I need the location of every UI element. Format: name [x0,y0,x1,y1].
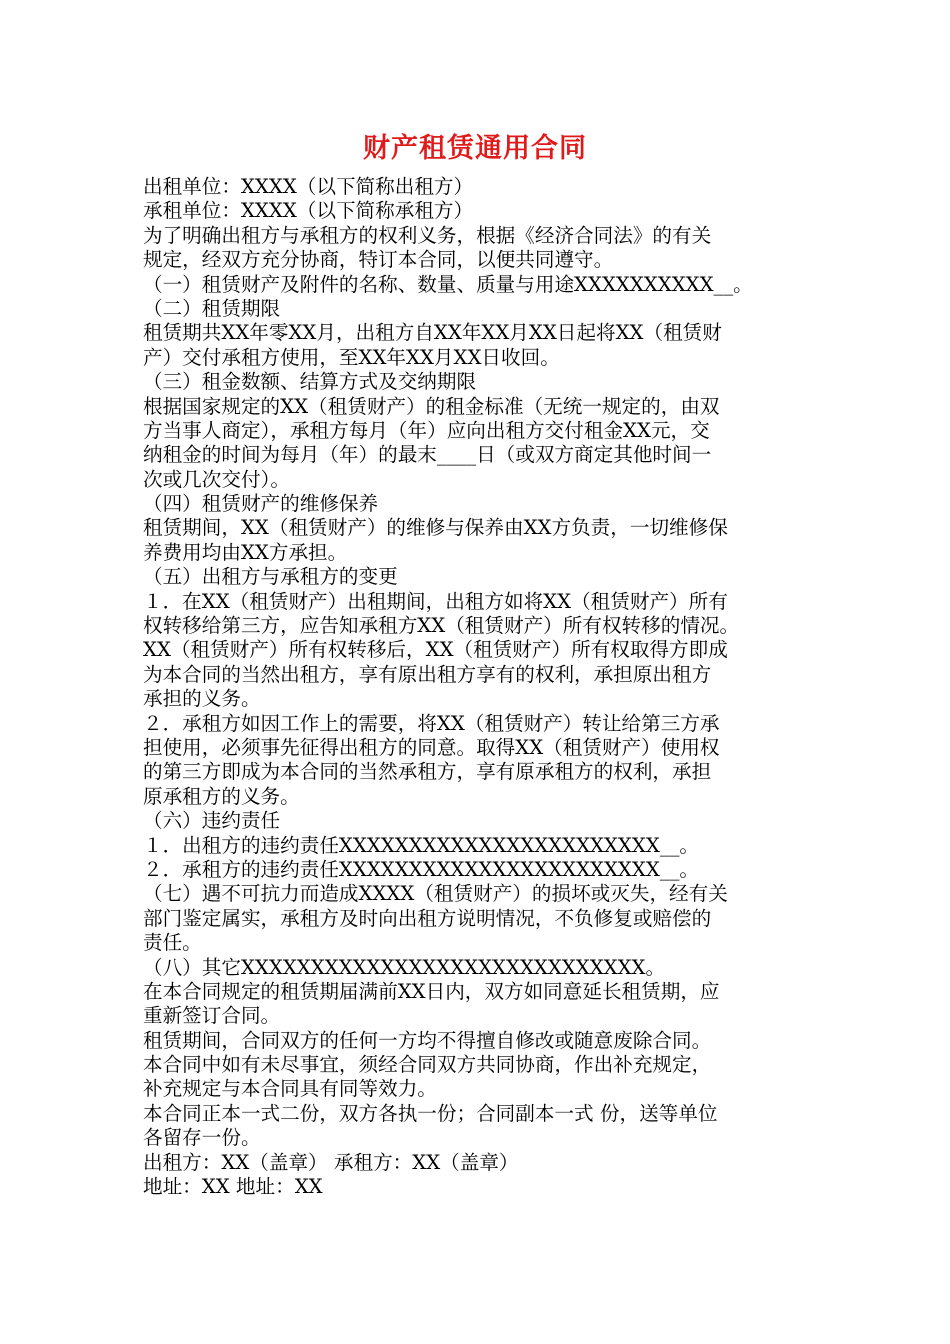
body-line: 担使用，必须事先征得出租方的同意。取得XX（租赁财产）使用权 [143,735,720,759]
body-line: （四）租赁财产的维修保养 [143,492,379,516]
body-line: XX（租赁财产）所有权转移后，XX（租赁财产）所有权取得方即成 [143,638,728,662]
body-line: （二）租赁期限 [143,296,281,320]
body-line: 的第三方即成为本合同的当然承租方，享有原承租方的权利，承担 [143,760,712,784]
body-line: 在本合同规定的租赁期届满前XX日内，双方如同意延长租赁期，应 [143,979,720,1003]
document-title: 财产租赁通用合同 [363,133,587,164]
body-line: 承担的义务。 [143,687,261,711]
body-line: 养费用均由XX方承担。 [143,540,348,564]
body-line: 纳租金的时间为每月（年）的最末____日（或双方商定其他时间一 [143,443,712,467]
body-line: （七）遇不可抗力而造成XXXX（租赁财产）的损坏或灭失，经有关 [143,882,728,906]
body-line: 方当事人商定），承租方每月（年）应向出租方交付租金XX元，交 [143,418,710,442]
body-line: 根据国家规定的XX（租赁财产）的租金标准（无统一规定的，由双 [143,394,720,418]
body-line: 地址：XX 地址：XX [143,1175,323,1199]
body-line: 部门鉴定属实，承租方及时向出租方说明情况，不负修复或赔偿的 [143,906,712,930]
body-line: 为本合同的当然出租方，享有原出租方享有的权利，承担原出租方 [143,662,712,686]
body-line: 重新签订合同。 [143,1004,281,1028]
body-line: 租赁期间，XX（租赁财产）的维修与保养由XX方负责，一切维修保 [143,516,728,540]
body-line: 租赁期共XX年零XX月，出租方自XX年XX月XX日起将XX（租赁财 [143,321,722,345]
body-line: 出租方：XX（盖章） 承租方：XX（盖章） [143,1150,519,1174]
body-line: 原承租方的义务。 [143,784,300,808]
body-line: 产）交付承租方使用，至XX年XX月XX日收回。 [143,345,560,369]
body-line: （一）租赁财产及附件的名称、数量、质量与用途XXXXXXXXXX__。 [143,272,753,296]
body-line: 租赁期间，合同双方的任何一方均不得擅自修改或随意废除合同。 [143,1028,712,1052]
body-line: 责任。 [143,931,202,955]
contract-body [143,175,815,1199]
body-line: 规定，经双方充分协商，特订本合同，以便共同遵守。 [143,248,614,272]
body-line: ２．承租方如因工作上的需要，将XX（租赁财产）转让给第三方承 [143,711,720,735]
body-line: （五）出租方与承租方的变更 [143,565,398,589]
body-line: （八）其它XXXXXXXXXXXXXXXXXXXXXXXXXXXXX。 [143,955,666,979]
body-line: １．出租方的违约责任XXXXXXXXXXXXXXXXXXXXXXX__。 [143,833,699,857]
body-line: 本合同正本一式二份，双方各执一份；合同副本一式 份，送等单位 [143,1101,718,1125]
body-line: 出租单位：XXXX（以下简称出租方） [143,175,474,198]
body-line: （六）违约责任 [143,809,281,833]
body-line: 各留存一份。 [143,1126,261,1150]
body-line: （三）租金数额、结算方式及交纳期限 [143,370,477,394]
body-line: 本合同中如有未尽事宜，须经合同双方共同协商，作出补充规定， [143,1053,712,1077]
body-line: ２．承租方的违约责任XXXXXXXXXXXXXXXXXXXXXXX__。 [143,857,699,881]
body-line: 为了明确出租方与承租方的权利义务，根据《经济合同法》的有关 [143,223,712,247]
body-line: 权转移给第三方，应告知承租方XX（租赁财产）所有权转移的情况。 [143,614,740,638]
body-line: 次或几次交付）。 [143,467,290,491]
body-line: 承租单位：XXXX（以下简称承租方） [143,199,474,223]
body-line: 补充规定与本合同具有同等效力。 [143,1077,437,1101]
body-line: １．在XX（租赁财产）出租期间，出租方如将XX（租赁财产）所有 [143,589,728,613]
